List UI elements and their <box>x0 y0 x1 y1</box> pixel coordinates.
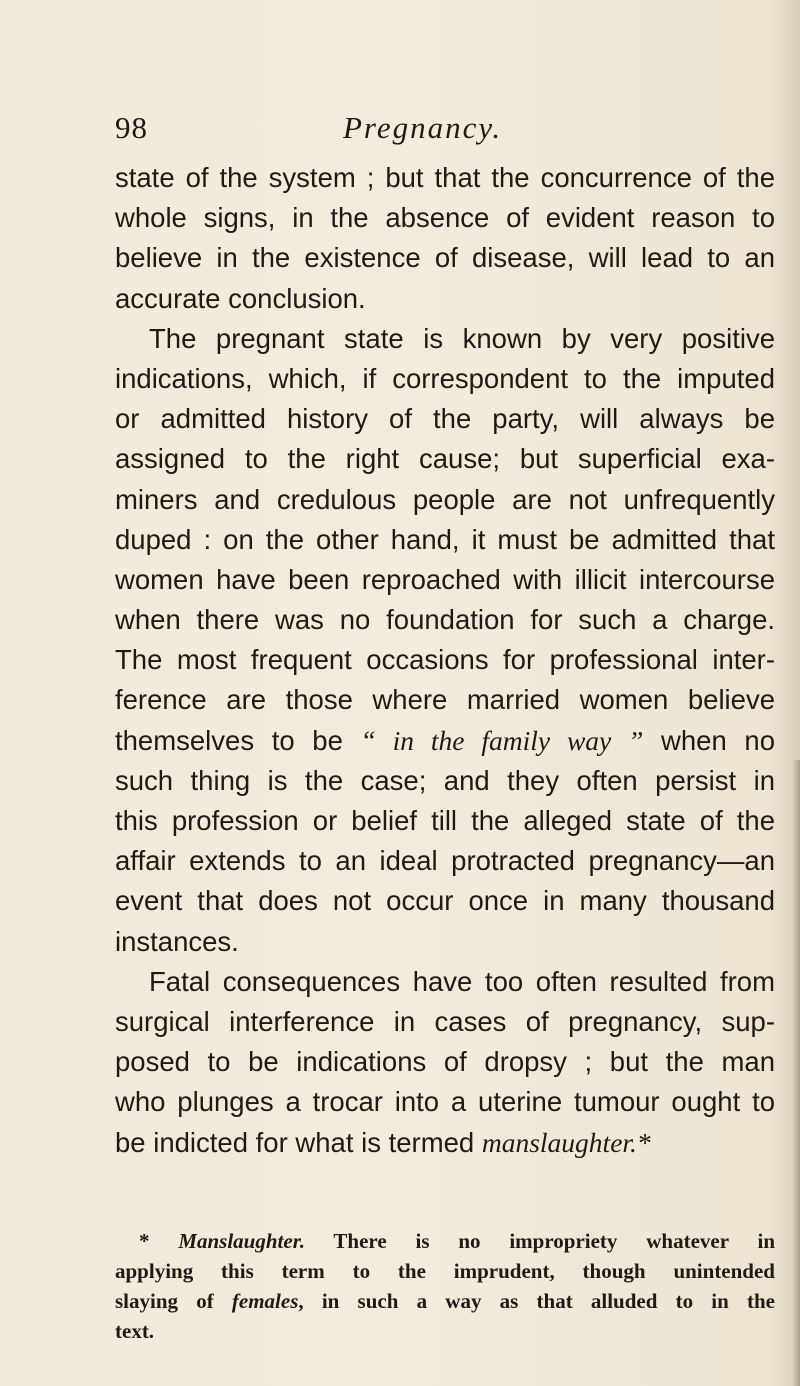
text-line: posed to be indications of dropsy ; but the man <box>115 1046 775 1078</box>
text-line: duped : on the other hand, it must be admitted that <box>115 523 775 555</box>
text-line-with-italic <box>115 1123 775 1163</box>
text-run: slaying of <box>115 1289 232 1313</box>
italic-phrase: “ in the family way ” <box>360 724 644 756</box>
text-line: assigned to the right cause; but superficial exa- <box>115 443 775 475</box>
text-line: indications, which, if correspondent to the imputed <box>115 362 775 394</box>
footnote-line-with-italic <box>115 1286 775 1316</box>
text-run: * <box>139 1229 179 1253</box>
page-edge-shadow <box>792 760 800 1386</box>
text-run: , in such a way as that alluded to in the <box>298 1289 775 1313</box>
italic-phrase: females <box>231 1289 299 1313</box>
footnote <box>115 1226 775 1346</box>
text-line: surgical interference in cases of pregnancy, sup- <box>115 1005 775 1037</box>
text-line: this profession or belief till the alleged state of the <box>115 805 775 836</box>
footnote-line: applying this term to the imprudent, though unintended <box>115 1259 775 1283</box>
italic-phrase: manslaughter.* <box>481 1126 651 1158</box>
text-line: instances. <box>115 925 239 957</box>
footnote-line-with-italic <box>115 1226 775 1256</box>
text-line: affair extends to an ideal protracted pregnancy—an <box>115 845 775 877</box>
text-line: who plunges a trocar into a uterine tumour ought to <box>115 1086 775 1118</box>
text-run: be indicted for what is termed <box>115 1126 482 1158</box>
page-number: 98 <box>115 110 148 145</box>
text-run: themselves to be <box>115 724 361 756</box>
text-line: whole signs, in the absence of evident reason to <box>115 202 775 234</box>
footnote-line: text. <box>115 1319 155 1343</box>
text-line-with-italic <box>115 721 775 761</box>
text-line: ference are those where married women believe <box>115 684 775 716</box>
text-run: when no <box>643 724 775 756</box>
text-line: The pregnant state is known by very positive <box>149 322 775 354</box>
text-line: or admitted history of the party, will always be <box>115 403 775 435</box>
text-line: The most frequent occasions for professional inter- <box>115 644 775 676</box>
body-text <box>115 158 775 1163</box>
text-line: believe in the existence of disease, will lead to an <box>115 242 775 274</box>
text-line: event that does not occur once in many thousand <box>115 885 775 917</box>
text-line: women have been reproached with illicit intercourse <box>115 563 775 595</box>
text-line: when there was no foundation for such a charge. <box>115 604 775 636</box>
text-line: such thing is the case; and they often persist in <box>115 764 775 796</box>
text-line: accurate conclusion. <box>115 282 366 314</box>
text-run: There is no impropriety whatever in <box>304 1229 776 1253</box>
text-line: Fatal consequences have too often resulted from <box>149 965 775 997</box>
text-line: miners and credulous people are not unfrequently <box>115 483 775 515</box>
running-title: Pregnancy. <box>343 110 503 145</box>
running-head <box>115 100 685 150</box>
italic-phrase: Manslaughter. <box>178 1229 305 1253</box>
text-line: state of the system ; but that the concurrence of the <box>115 162 775 193</box>
